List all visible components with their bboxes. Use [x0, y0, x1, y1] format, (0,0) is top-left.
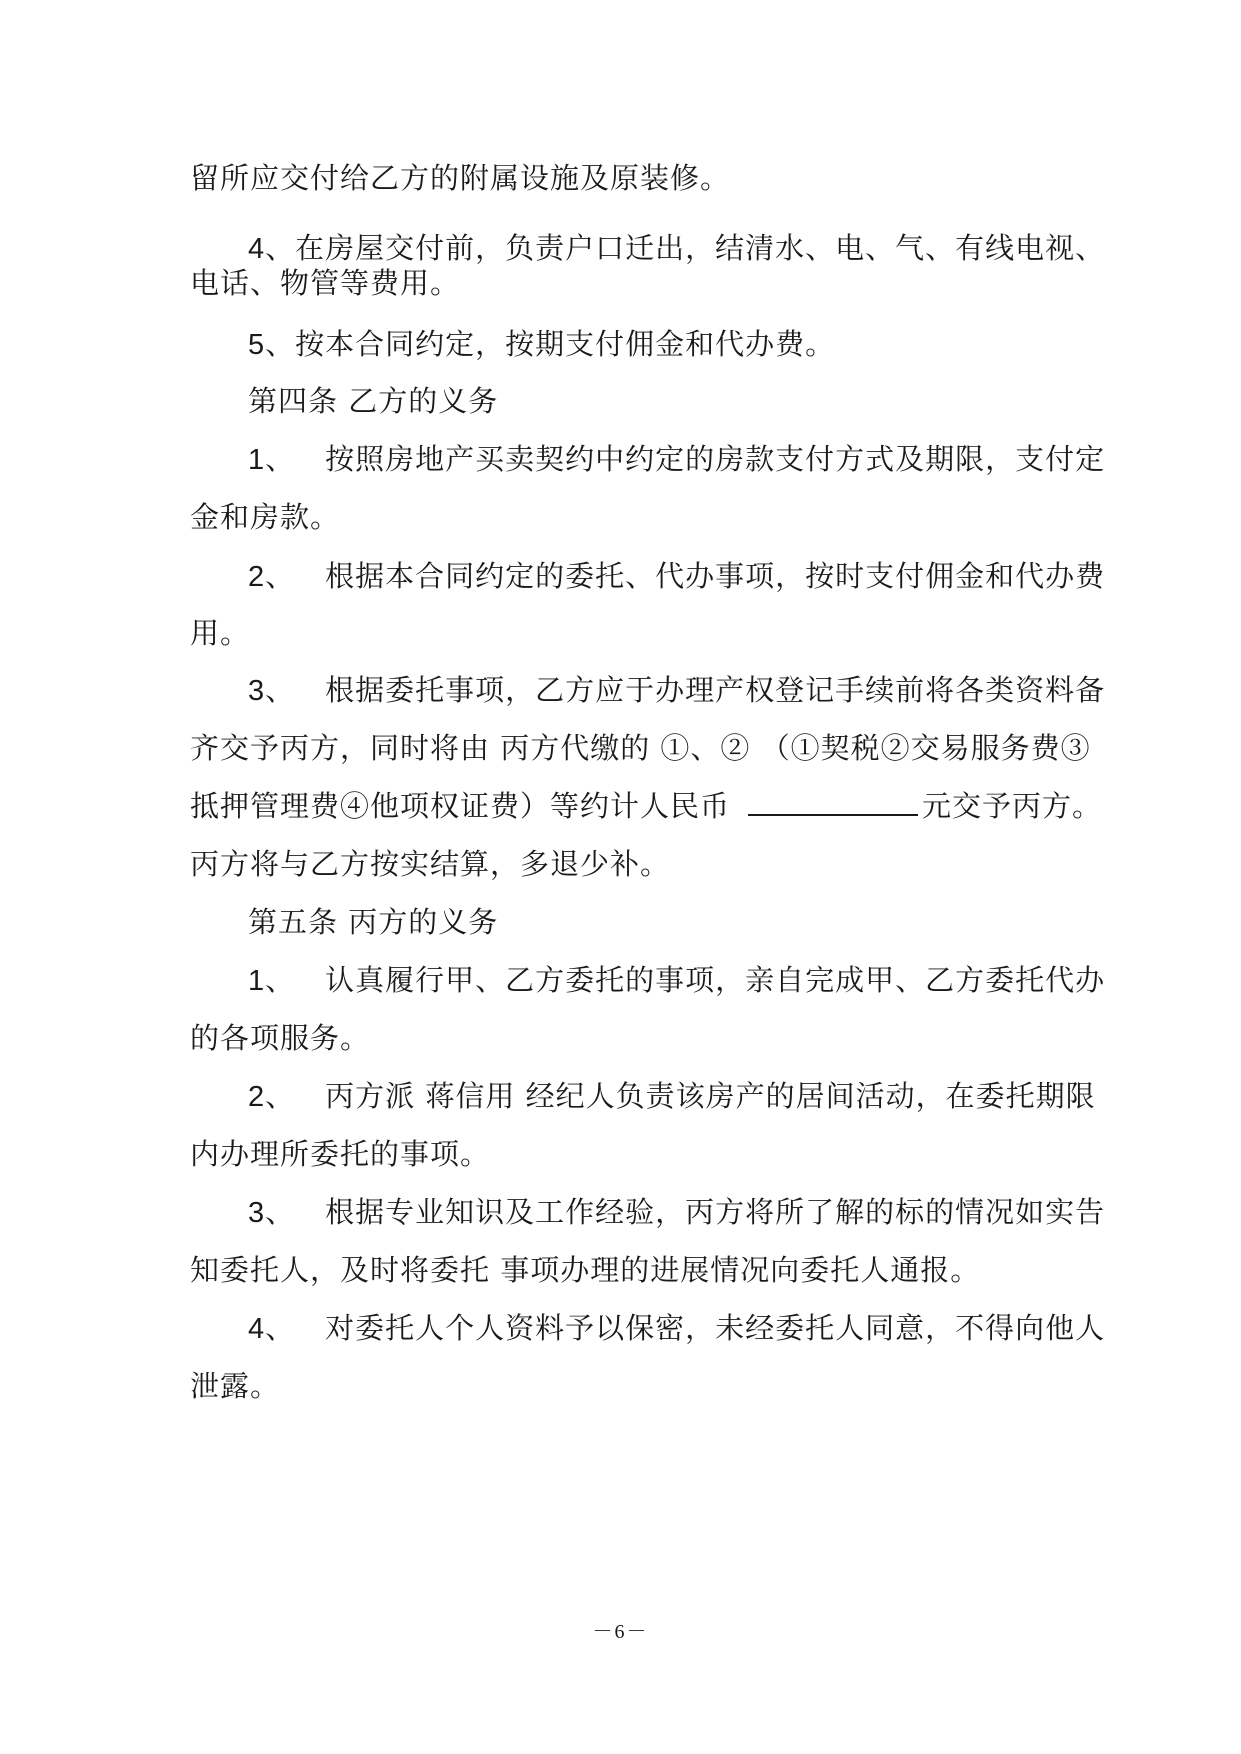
- list-text: 按本合同约定，按期支付佣金和代办费。: [295, 327, 836, 361]
- section-heading-article-4: 第四条 乙方的义务: [248, 384, 499, 418]
- list-item-agent-3: [248, 1192, 1128, 1233]
- list-item-buyer-3: [248, 670, 1128, 711]
- paragraph-line: 知委托人，及时将委托 事项办理的进展情况向委托人通报。: [190, 1253, 981, 1287]
- list-item-agent-4: [248, 1308, 1128, 1349]
- list-item-buyer-2: [248, 556, 1128, 597]
- list-number: 1、: [248, 444, 296, 476]
- list-text: 根据本合同约定的委托、代办事项，按时支付佣金和代办费: [325, 559, 1106, 593]
- paragraph-line: 金和房款。: [190, 500, 341, 534]
- list-item-buyer-1: [248, 439, 1128, 480]
- list-text: 丙方派 蒋信用 经纪人负责该房产的居间活动，在委托期限: [325, 1079, 1096, 1113]
- list-text: 认真履行甲、乙方委托的事项，亲自完成甲、乙方委托代办: [325, 963, 1106, 997]
- list-number: 4、: [248, 233, 296, 265]
- page-number: －6－: [592, 1621, 649, 1643]
- list-text: 对委托人个人资料予以保密，未经委托人同意，不得向他人: [325, 1311, 1106, 1345]
- paragraph-line: 泄露。: [190, 1369, 281, 1403]
- paragraph-line: 齐交予丙方，同时将由 丙方代缴的 ①、② （①契税②交易服务费③: [190, 731, 1091, 765]
- paragraph-line: 的各项服务。: [190, 1021, 371, 1055]
- list-item-agent-1: [248, 960, 1128, 1001]
- list-text: 根据委托事项，乙方应于办理产权登记手续前将各类资料备: [325, 673, 1106, 707]
- list-text: 在房屋交付前，负责户口迁出，结清水、电、气、有线电视、: [295, 231, 1106, 265]
- paragraph-line: 丙方将与乙方按实结算，多退少补。: [190, 847, 671, 881]
- list-number: 2、: [248, 1081, 296, 1113]
- paragraph-line: 留所应交付给乙方的附属设施及原装修。: [190, 161, 731, 195]
- paragraph-line: 用。: [190, 616, 251, 650]
- list-number: 5、: [248, 329, 296, 361]
- amount-blank-line: [748, 788, 918, 816]
- paragraph-line: 电话、物管等费用。: [190, 266, 461, 300]
- section-heading-article-5: 第五条 丙方的义务: [248, 905, 499, 939]
- text-run: 抵押管理费④他项权证费）等约计人民币: [190, 789, 731, 823]
- list-number: 1、: [248, 965, 296, 997]
- list-item-seller-5: [248, 324, 1128, 365]
- list-text: 按照房地产买卖契约中约定的房款支付方式及期限，支付定: [325, 442, 1106, 476]
- list-number: 2、: [248, 561, 296, 593]
- list-number: 4、: [248, 1313, 296, 1345]
- text-run: 元交予丙方。: [922, 789, 1103, 823]
- paragraph-line: 内办理所委托的事项。: [190, 1137, 491, 1171]
- paragraph-line: [190, 786, 1103, 826]
- list-number: 3、: [248, 1197, 296, 1229]
- list-number: 3、: [248, 675, 296, 707]
- list-item-agent-2: [248, 1076, 1128, 1117]
- list-text: 根据专业知识及工作经验，丙方将所了解的标的情况如实告: [325, 1195, 1106, 1229]
